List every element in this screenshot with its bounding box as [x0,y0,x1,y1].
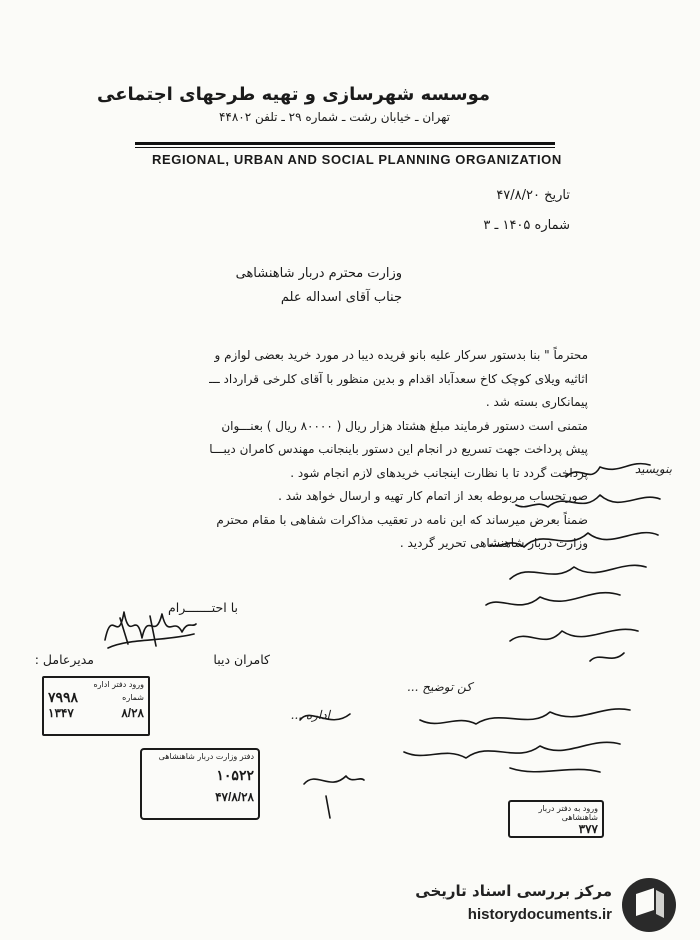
handwritten-annotation-right [470,455,670,670]
stamp-b-number: ۱۰۵۲۲ [216,767,254,783]
body-line: اثاثیه ویلای کوچک کاخ سعدآباد اقدام و بدین منظور با آقای کلرخی قرارداد ـــ [209,371,588,386]
handwritten-note-right: بنویسید [634,462,672,476]
stamp-c-header: ورود به دفتر دربار شاهنشاهی [538,804,598,822]
stamp-a-year: ۱۳۴۷ [48,706,74,720]
body-line: پرداخت گردد تا با نظارت اینجانب خریدهای لازم انجام شود . [290,465,588,480]
handwritten-note-left: اداره ... [290,708,330,722]
watermark-text-persian: مرکز بررسی اسناد تاریخی [415,882,612,900]
body-line: صورتحساب مربوطه بعد از اتمام کار تهیه و ارسال خواهد شد . [278,489,588,503]
stamp-b-header: دفتر وزارت دربار شاهنشاهی [158,752,254,761]
letterhead-rule [135,142,555,145]
recipient-ministry: وزارت محترم دربار شاهنشاهی [235,266,402,281]
body-line: متمنی است دستور فرمایند مبلغ هشتاد هزار ریال ( ۸۰۰۰۰ ریال ) بعنـــوان [221,418,588,433]
stamp-c-number: ۳۷۷ [578,822,598,836]
stamp-a-label: شماره [122,693,144,702]
handwritten-scribble-mid [380,700,640,780]
stamp-b-date: ۴۷/۸/۲۸ [215,790,254,804]
letter-number: شماره ۱۴۰۵ ـ ۳ [483,218,570,233]
signature-main [100,598,200,658]
body-line: محترماً " بنا بدستور سرکار علیه بانو فریده دیبا در مورد خرید بعضی لوازم و [214,348,588,362]
body-line: وزارت دربار شاهنشاهی تحریر گردید . [399,536,588,550]
stamp-a-header: ورود دفتر اداره [93,680,144,689]
handwritten-note-mid: کن توضیح ... [406,680,472,694]
registration-stamp-a [42,676,150,736]
body-line: پیش پرداخت جهت تسریع در انجام این دستور باینجانب مهندس کامران دیبـــا [209,442,588,456]
letter-date: تاریخ ۴۷/۸/۲۰ [496,188,570,203]
stamp-a-date: ۸/۲۸ [121,706,144,720]
org-name-persian: موسسه شهرسازی و تهیه طرحهای اجتماعی [97,84,490,105]
watermark-logo-icon [620,876,678,934]
org-name-english: REGIONAL, URBAN AND SOCIAL PLANNING ORGANIZATION [152,152,562,167]
watermark-text-english: historydocuments.ir [467,906,612,923]
signer-title: مدیرعامل : [34,652,94,667]
stamp-a-number: ۷۹۹۸ [48,689,79,705]
registration-stamp-b [140,748,260,820]
signer-name: کامران دیبا [213,652,270,667]
registration-stamp-c [508,800,604,838]
recipient-person: جناب آقای اسداله علم [280,290,402,305]
body-line: ضمناً بعرض میرساند که این نامه در تعقیب مذاکرات شفاهی با مقام محترم [216,512,588,527]
letterhead-rule-thin [135,147,555,148]
org-address: تهران ـ خیابان رشت ـ شماره ۲۹ ـ تلفن ۴۴۸۰۲ [218,110,450,124]
handwritten-scribble-left [290,700,370,820]
body-line: پیمانکاری بسته شد . [485,395,588,409]
closing-regards: با احتـــــــرام [168,600,238,615]
